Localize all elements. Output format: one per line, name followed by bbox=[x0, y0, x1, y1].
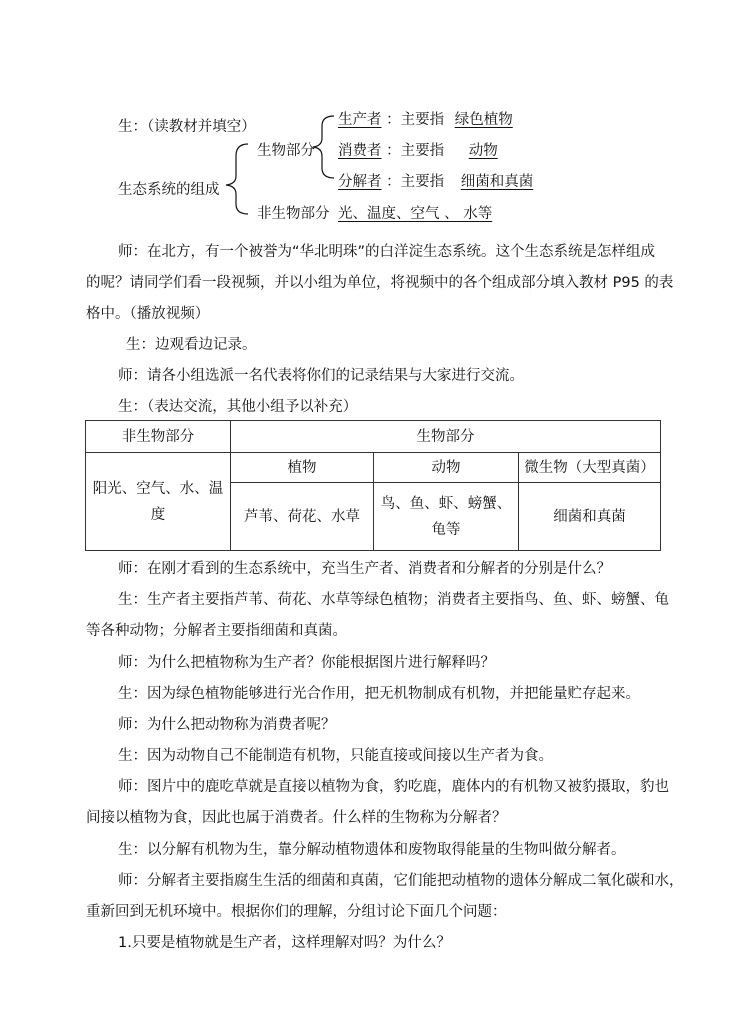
producer-term: 生产者 bbox=[338, 112, 382, 128]
answer-4: 生：以分解有机物为生，靠分解动植物遗体和废物取得能量的生物叫做分解者。 bbox=[118, 842, 626, 858]
td-nonbio-line1: 阳光、空气、水、温 bbox=[92, 480, 224, 497]
question-5-line2: 重新回到无机环境中。根据你们的理解，分组讨论下面几个问题： bbox=[86, 904, 507, 920]
decomposer-answer: 细菌和真菌 bbox=[460, 174, 534, 190]
answer-1-line1: 生：生产者主要指芦苇、荷花、水草等绿色植物；消费者主要指鸟、鱼、虾、螃蟹、龟 bbox=[118, 592, 669, 608]
answer-2: 生：因为绿色植物能够进行光合作用，把无机物制成有机物，并把能量贮存起来。 bbox=[118, 686, 640, 702]
td-nonbio-line2: 度 bbox=[150, 506, 166, 523]
bio-part-label: 生物部分 bbox=[257, 143, 315, 159]
td-micro: 细菌和真菌 bbox=[519, 483, 661, 551]
decomposer-mid: ：主要指 bbox=[386, 174, 445, 190]
decomposer-row bbox=[338, 170, 545, 191]
th-micro: 微生物（大型真菌） bbox=[519, 453, 661, 483]
para1-line3: 格中。（播放视频） bbox=[86, 306, 210, 322]
producer-row bbox=[338, 108, 537, 129]
question-1: 师：在刚才看到的生态系统中，充当生产者、消费者和分解者的分别是什么？ bbox=[118, 561, 611, 577]
td-animal bbox=[374, 483, 519, 551]
th-bio: 生物部分 bbox=[231, 421, 661, 453]
para1-line1: 师：在北方，有一个被誉为“华北明珠”的白洋淀生态系统。这个生态系统是怎样组成 bbox=[118, 244, 656, 260]
producer-mid: ：主要指 bbox=[386, 112, 445, 128]
consumer-term: 消费者 bbox=[338, 143, 382, 159]
td-animal-line2: 龟等 bbox=[431, 521, 461, 538]
td-plant: 芦苇、荷花、水草 bbox=[231, 483, 374, 551]
ecosystem-table bbox=[85, 420, 661, 551]
intro-line: 生：（读教材并填空） bbox=[118, 119, 256, 135]
observe-line: 生：边观看边记录。 bbox=[126, 337, 257, 353]
ecosystem-composition-label: 生态系统的组成 bbox=[118, 182, 220, 198]
question-5-line1: 师：分解者主要指腐生生活的细菌和真菌，它们能把动植物的遗体分解成二氧化碳和水， bbox=[118, 873, 684, 889]
decomposer-term: 分解者 bbox=[338, 174, 382, 190]
question-4-line2: 间接以植物为食，因此也属于消费者。什么样的生物称为分解者？ bbox=[86, 810, 507, 826]
question-2: 师：为什么把植物称为生产者？你能根据图片进行解释吗？ bbox=[118, 655, 495, 671]
td-nonbio bbox=[86, 453, 231, 551]
producer-answer: 绿色植物 bbox=[454, 112, 513, 128]
th-nonbio: 非生物部分 bbox=[86, 421, 231, 453]
nonbio-answer: 光、温度、空气 、 水等 bbox=[338, 206, 493, 222]
question-4-line1: 师：图片中的鹿吃草就是直接以植物为食，豹吃鹿，鹿体内的有机物又被豹摄取，豹也 bbox=[118, 779, 669, 795]
consumer-row bbox=[338, 139, 534, 160]
answer-3: 生：因为动物自己不能制造有机物，只能直接或间接以生产者为食。 bbox=[118, 748, 553, 764]
td-animal-line1: 鸟、鱼、虾、螃蟹、 bbox=[380, 495, 512, 512]
consumer-mid: ：主要指 bbox=[386, 143, 445, 159]
para1-line2: 的呢？请同学们看一段视频，并以小组为单位，将视频中的各个组成部分填入教材 P95 的表 bbox=[86, 275, 674, 291]
consumer-answer: 动物 bbox=[468, 143, 498, 159]
representative-line: 师：请各小组选派一名代表将你们的记录结果与大家进行交流。 bbox=[118, 368, 524, 384]
question-3: 师：为什么把动物称为消费者呢？ bbox=[118, 717, 336, 733]
th-animal: 动物 bbox=[374, 453, 519, 483]
nonbio-part-label: 非生物部分 bbox=[257, 206, 330, 222]
answer-1-line2: 等各种动物；分解者主要指细菌和真菌。 bbox=[86, 623, 347, 639]
discussion-item-1: 1.只要是植物就是生产者，这样理解对吗？为什么？ bbox=[118, 935, 451, 951]
th-plant: 植物 bbox=[231, 453, 374, 483]
express-line: 生：（表达交流，其他小组予以补充） bbox=[118, 399, 358, 415]
